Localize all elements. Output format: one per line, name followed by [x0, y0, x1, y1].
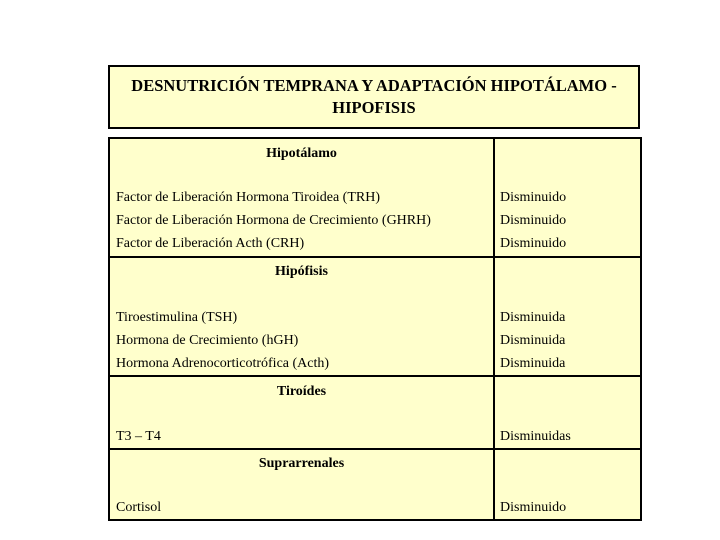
- row-value: Disminuido: [500, 500, 567, 515]
- slide-title-text: DESNUTRICIÓN TEMPRANA Y ADAPTACIÓN HIPOTÁLAMO - HIPOFISIS: [131, 76, 617, 117]
- row-value: Disminuidas: [500, 429, 571, 444]
- row-label: Hormona Adrenocorticotrófica (Acth): [116, 356, 330, 371]
- row-label: Factor de Liberación Acth (CRH): [116, 236, 305, 251]
- section-hipotalamo: [110, 139, 640, 258]
- row-label: T3 – T4: [116, 429, 161, 444]
- section-suprarrenales: [110, 450, 640, 521]
- row-value: Disminuida: [500, 333, 566, 348]
- row-label: Factor de Liberación Hormona de Crecimiento (GHRH): [116, 213, 431, 228]
- section-tiroides: [110, 377, 640, 450]
- hormone-table: [108, 137, 642, 521]
- row-value: Disminuido: [500, 236, 567, 251]
- slide-title: [108, 65, 640, 129]
- row-value: Disminuida: [500, 310, 566, 325]
- section-header: Suprarrenales: [258, 456, 345, 471]
- section-header: Hipófisis: [275, 264, 328, 279]
- section-hipofisis: [110, 258, 640, 377]
- row-label: Tiroestimulina (TSH): [116, 310, 238, 325]
- section-header: Hipotálamo: [266, 146, 337, 161]
- row-value: Disminuido: [500, 213, 567, 228]
- row-label: Factor de Liberación Hormona Tiroidea (TRH): [116, 190, 380, 205]
- row-value: Disminuida: [500, 356, 566, 371]
- row-value: Disminuido: [500, 190, 567, 205]
- row-label: Cortisol: [116, 500, 162, 515]
- row-label: Hormona de Crecimiento (hGH): [116, 333, 299, 348]
- section-header: Tiroídes: [276, 384, 327, 399]
